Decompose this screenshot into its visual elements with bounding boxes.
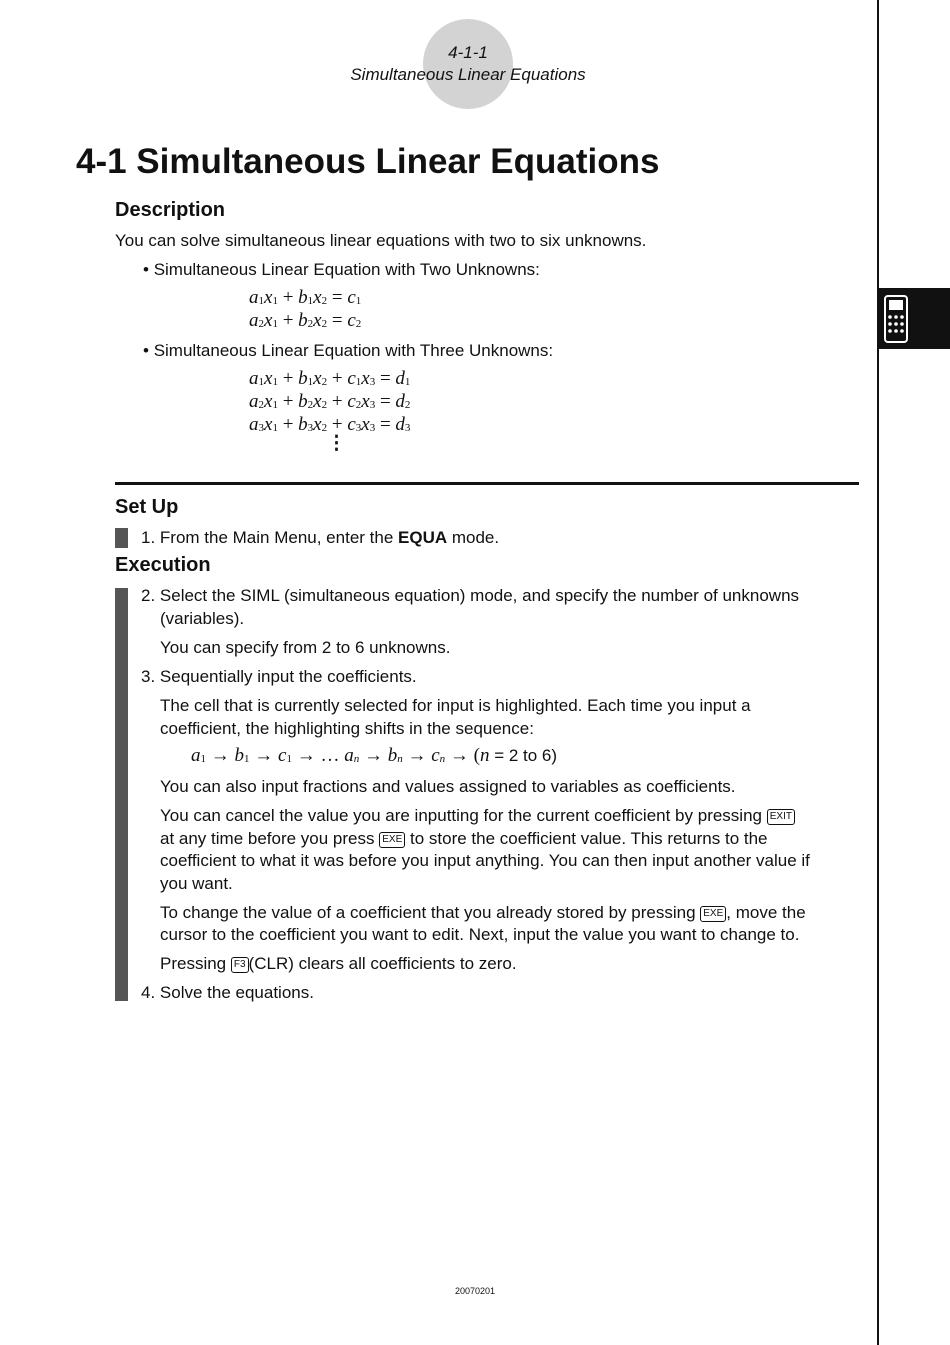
equation: $a_3x_1 + b_3x_2 + c_3x_3 = d_3$ [249, 414, 411, 435]
page-title: 4-1 Simultaneous Linear Equations [76, 142, 660, 181]
exe-key-icon: EXE [700, 906, 726, 922]
paragraph: You can cancel the value you are inputting for the current coefficient by pressing EXIT [160, 804, 795, 827]
equation: $a_1x_1 + b_1x_2 + c_1x_3 = d_1$ [249, 368, 411, 389]
paragraph: cursor to the coefficient you want to edit. Next, input the value you want to change to. [160, 925, 800, 944]
paragraph: Pressing F3 (CLR) clears all coefficients to zero. [160, 954, 517, 973]
equation: $a_2x_1 + b_2x_2 + c_2x_3 = d_2$ [249, 391, 411, 412]
equation: $a_2x_1 + b_2x_2 = c_2$ [249, 310, 362, 331]
setup-heading: Set Up [115, 496, 179, 518]
step-1: 1. From the Main Menu, enter the EQUA mode. [141, 528, 500, 547]
equation: $a_1x_1 + b_1x_2 = c_1$ [249, 287, 362, 308]
vertical-ellipsis: ⋮ [327, 433, 346, 454]
paragraph: coefficient to what it was before you input anything. You can then input another value if [160, 851, 810, 870]
step-2: 2. Select the SIML (simultaneous equation) mode, and specify the number of unknowns [141, 586, 800, 605]
step-3: 3. Sequentially input the coefficients. [141, 667, 417, 686]
section-divider [115, 482, 859, 485]
exe-key-icon: EXE [379, 832, 405, 848]
step-2-note: You can specify from 2 to 6 unknowns. [160, 638, 451, 657]
footer-code: 20070201 [454, 1286, 496, 1296]
exit-key-icon: EXIT [767, 809, 795, 825]
step-3-text: coefficient, the highlighting shifts in the sequence: [160, 719, 534, 738]
step-2-continued: (variables). [160, 609, 245, 628]
header-subtitle: Simultaneous Linear Equations [350, 65, 586, 84]
coefficient-sequence: $a_1 \to b_1 \to c_1$ → … $a_n \to b_n \to c_n \to (n = 2$ to 6) [191, 745, 558, 766]
step-marker [115, 528, 128, 548]
execution-heading: Execution [115, 554, 211, 576]
calculator-icon [879, 288, 950, 349]
step-4: 4. Solve the equations. [141, 983, 314, 1002]
bullet-two-unknowns: • Simultaneous Linear Equation with Two Unknowns: [143, 260, 540, 279]
paragraph: You can also input fractions and values assigned to variables as coefficients. [160, 777, 736, 796]
paragraph: To change the value of a coefficient that you already stored by pressing EXE , move the [160, 903, 806, 922]
paragraph: at any time before you press EXE to store the coefficient value. This returns to the [160, 829, 768, 848]
page-number-badge [423, 19, 513, 109]
bullet-three-unknowns: • Simultaneous Linear Equation with Three Unknowns: [143, 341, 554, 360]
step-marker [115, 588, 128, 1001]
f3-key-icon: F3 [231, 957, 249, 973]
page-number: 4-1-1 [448, 43, 488, 62]
paragraph: you want. [160, 874, 233, 893]
chapter-tab [879, 288, 950, 349]
step-3-text: The cell that is currently selected for input is highlighted. Each time you input a [160, 696, 751, 715]
description-heading: Description [115, 199, 226, 221]
margin-rule [877, 0, 879, 1345]
description-intro: You can solve simultaneous linear equations with two to six unknowns. [115, 231, 647, 250]
